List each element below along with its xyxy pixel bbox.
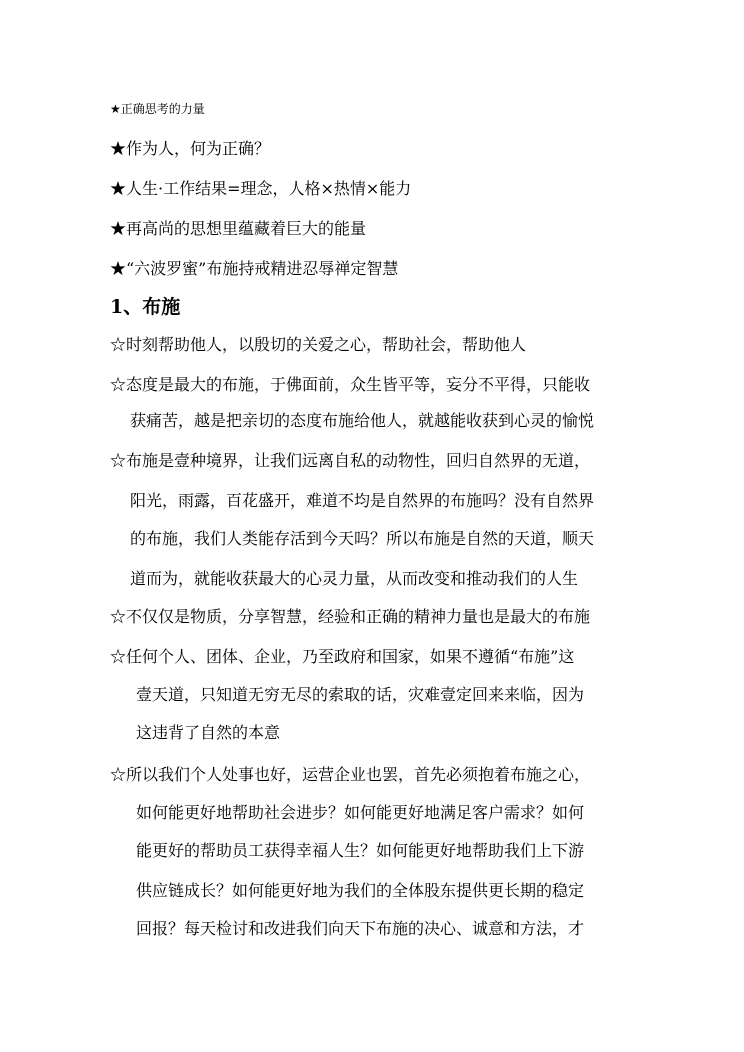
paragraph-line: ☆态度是最大的布施，于佛面前，众生皆平等，妄分不平得，只能收 [110, 375, 591, 394]
paragraph-line: 壹天道，只知道无穷无尽的索取的话，灾难壹定回来来临，因为 [136, 685, 585, 704]
paragraph-line: 如何能更好地帮助社会进步？如何能更好地满足客户需求？如何 [136, 803, 585, 822]
paragraph-line: 阳光，雨露，百花盛开，难道不均是自然界的布施吗？没有自然界 [130, 491, 595, 510]
bullet-line: ★作为人，何为正确？ [110, 139, 271, 158]
paragraph-line: 供应链成长？如何能更好地为我们的全体股东提供更长期的稳定 [136, 881, 585, 900]
bullet-line: ★人生·工作结果=理念，人格×热情×能力 [110, 179, 412, 198]
section-heading: 1、布施 [110, 296, 181, 318]
paragraph-line: 这违背了自然的本意 [136, 723, 281, 742]
paragraph-line: ☆所以我们个人处事也好，运营企业也罢，首先必须抱着布施之心， [110, 765, 591, 784]
paragraph-line: 道而为，就能收获最大的心灵力量，从而改变和推动我们的人生 [130, 569, 579, 588]
paragraph-line: 的布施，我们人类能存活到今天吗？所以布施是自然的天道，顺天 [130, 529, 595, 548]
top-note: ★正确思考的力量 [110, 102, 205, 116]
bullet-line: ★再高尚的思想里蕴藏着巨大的能量 [110, 219, 367, 238]
paragraph-line: ☆任何个人、团体、企业，乃至政府和国家，如果不遵循“布施”这 [110, 647, 575, 666]
paragraph-line: ☆不仅仅是物质，分享智慧，经验和正确的精神力量也是最大的布施 [110, 607, 591, 626]
paragraph-line: 回报？每天检讨和改进我们向天下布施的决心、诚意和方法，才 [136, 919, 585, 938]
paragraph-line: 能更好的帮助员工获得幸福人生？如何能更好地帮助我们上下游 [136, 841, 585, 860]
paragraph-line: ☆布施是壹种境界，让我们远离自私的动物性，回归自然界的无道， [110, 451, 591, 470]
paragraph-line: 获痛苦，越是把亲切的态度布施给他人，就越能收获到心灵的愉悦 [130, 411, 595, 430]
paragraph-line: ☆时刻帮助他人，以殷切的关爱之心，帮助社会，帮助他人 [110, 335, 527, 354]
bullet-line: ★“六波罗蜜”布施持戒精进忍辱禅定智慧 [110, 259, 399, 278]
